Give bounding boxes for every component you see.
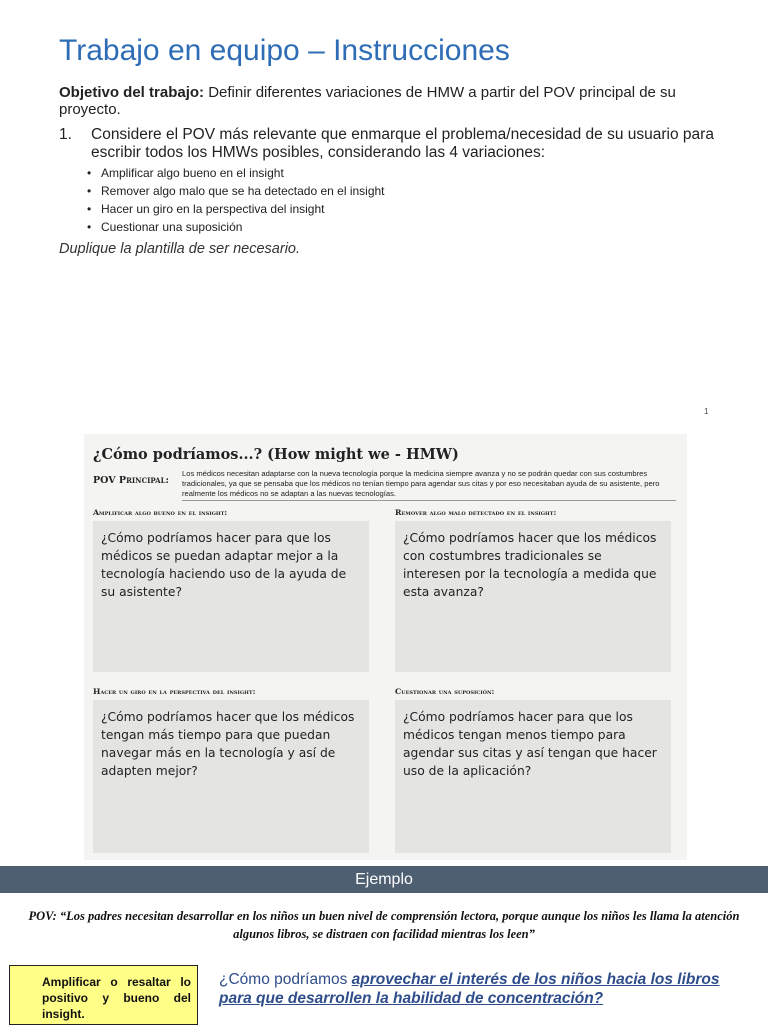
bullet-icon: • [87,220,92,234]
example-pov: POV: “Los padres necesitan desarrollar en los niños un buen nivel de comprensión lectora, porque aunque los niños les llama la atención algunos libros, se distraen con facilidad mientras los leen” [28,909,740,941]
example-variation-label: Amplificar o resaltar lo positivo y bueno del insight. [9,965,198,1025]
list-item: • Remover algo malo que se ha detectado en el insight [87,184,385,198]
quadrant-label-amplify: Amplificar algo bueno en el insight: [93,508,228,517]
quadrant-answer-amplify: ¿Cómo podríamos hacer para que los médicos se puedan adaptar mejor a la tecnología haciendo uso de la ayuda de su asistente? [93,521,369,672]
template-title: ¿Cómo podríamos...? (How might we - HMW) [93,446,459,463]
bullet-icon: • [87,166,92,180]
variation-list [87,164,385,236]
quadrant-label-remove: Remover algo malo detectado en el insight: [395,508,557,517]
objective-paragraph [59,84,739,118]
list-item: • Cuestionar una suposición [87,220,243,234]
quadrant-label-twist: Hacer un giro en la perspectiva del insight: [93,687,256,696]
pov-text: Los médicos necesitan adaptarse con la nueva tecnología porque la medicina siempre avanza y no se podrán quedar con sus costumbres tradicionales, ya que se pensaba que los médicos no tenían tiempo para agendar sus citas y por eso necesitaban ayuda de su asistente, pero realmente los médicos no se adaptan a las nuevas tecnologías. [182,469,676,501]
example-answer-prefix: ¿Cómo podríamos [219,971,352,988]
quadrant-answer-remove: ¿Cómo podríamos hacer que los médicos con costumbres tradicionales se interesen por la tecnología a medida que esta avanza? [395,521,671,672]
bullet-icon: • [87,202,92,216]
quadrant-answer-twist: ¿Cómo podríamos hacer que los médicos tengan más tiempo para que puedan navegar más en la tecnología y así de adapten mejor? [93,700,369,853]
list-item: • Hacer un giro en la perspectiva del insight [87,202,325,216]
duplicate-note: Duplique la plantilla de ser necesario. [59,241,301,257]
bullet-icon: • [87,184,92,198]
step-text: Considere el POV más relevante que enmarque el problema/necesidad de su usuario para escribir todos los HMWs posibles, considerando las 4 variaciones: [91,126,714,161]
list-item: • Amplificar algo bueno en el insight [87,166,284,180]
pov-label: POV Principal: [93,475,170,486]
quadrant-answer-question: ¿Cómo podríamos hacer para que los médicos tengan menos tiempo para agendar sus citas y así tengan que hacer uso de la aplicación? [395,700,671,853]
page-title: Trabajo en equipo – Instrucciones [59,34,510,67]
example-answer [219,970,739,1008]
quadrant-label-question: Cuestionar una suposición: [395,687,495,696]
objective-text: Definir diferentes variaciones de HMW a partir del POV principal de su proyecto. [59,84,676,118]
page-number: 1 [704,407,709,416]
example-heading: Ejemplo [0,866,768,893]
step-number: 1. [59,126,72,143]
example-answer-highlight: aprovechar el interés de los niños hacia los libros para que desarrollen la habilidad de concentración? [219,971,720,1007]
hmw-template [84,434,687,860]
objective-label: Objetivo del trabajo: [59,84,205,101]
